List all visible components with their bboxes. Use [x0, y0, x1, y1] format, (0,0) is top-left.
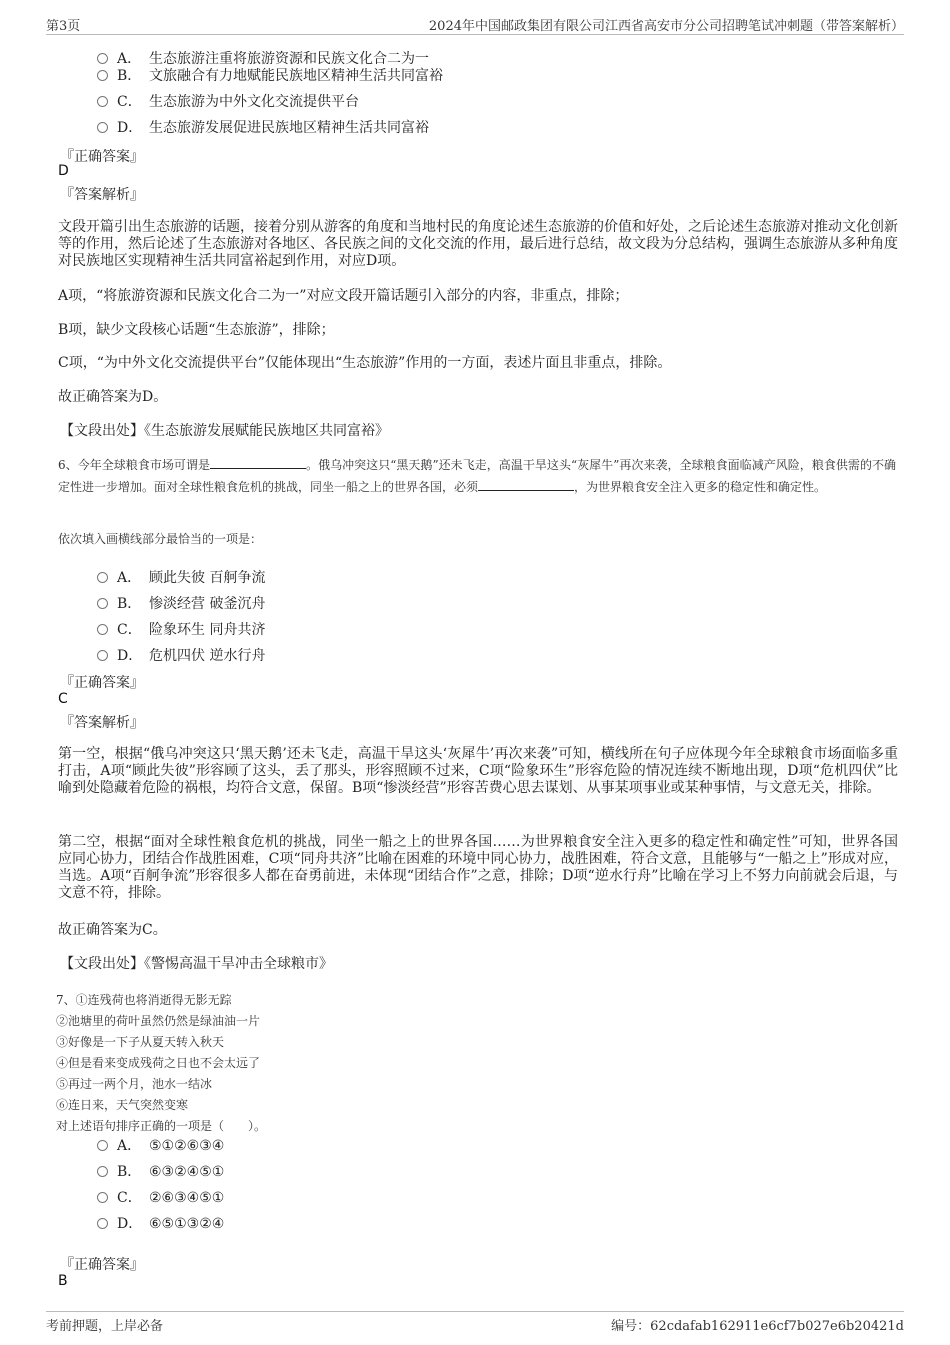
q7-line-1: 7、①连残荷也将消逝得无影无踪 [56, 993, 232, 1007]
document-title: 2024年中国邮政集团有限公司江西省高安市分公司招聘笔试冲刺题（带答案解析） [428, 19, 904, 34]
q7-line-3: ③好像是一下子从夏天转入秋天 [56, 1035, 225, 1049]
radio-icon[interactable] [97, 572, 108, 583]
q6-answer-label: 『正确答案』 [60, 675, 144, 691]
document-id: 编号：62cdafab162911e6cf7b027e6b20421d [611, 1319, 904, 1334]
q7-option-b[interactable]: B． ⑥③②④⑤① [97, 1161, 224, 1181]
radio-icon[interactable] [97, 70, 108, 81]
radio-icon[interactable] [97, 1192, 108, 1203]
radio-icon[interactable] [97, 96, 108, 107]
q5-conclusion: 故正确答案为D。 [58, 389, 168, 405]
q5-option-a[interactable]: A． 生态旅游注重将旅游资源和民族文化合二为一 [97, 48, 429, 68]
q7-option-a[interactable]: A． ⑤①②⑥③④ [97, 1135, 224, 1155]
q7-line-2: ②池塘里的荷叶虽然仍然是绿油油一片 [56, 1014, 261, 1028]
page-number: 第3页 [46, 19, 81, 34]
q5-answer: D [58, 163, 69, 179]
q5-analysis-option-c: C项，“为中外文化交流提供平台”仅能体现出“生态旅游”作用的一方面，表述片面且非重点，排除。 [58, 355, 672, 371]
q6-option-d[interactable]: D． 危机四伏 逆水行舟 [97, 645, 265, 665]
blank-line [210, 456, 306, 469]
radio-icon[interactable] [97, 598, 108, 609]
q5-option-d[interactable]: D． 生态旅游发展促进民族地区精神生活共同富裕 [97, 117, 429, 137]
blank-line [478, 478, 574, 491]
q6-option-c[interactable]: C． 险象环生 同舟共济 [97, 619, 265, 639]
radio-icon[interactable] [97, 1166, 108, 1177]
q6-analysis-label: 『答案解析』 [60, 715, 144, 731]
q5-analysis-label: 『答案解析』 [60, 187, 144, 203]
q5-source: 【文段出处】《生态旅游发展赋能民族地区共同富裕》 [60, 423, 389, 439]
q6-stem: 6、今年全球粮食市场可谓是 。俄乌冲突这只“黑天鹅”还未飞走，高温干旱这头“灰犀牛”再次来袭，全球粮食面临减产风险，粮食供需的不确定性进一步增加。面对全球性粮食危机的挑战，同坐一船之上的世界各国，必须 ，为世界粮食安全注入更多的稳定性和确定性。 [58, 458, 897, 494]
q7-option-d[interactable]: D． ⑥⑤①③②④ [97, 1213, 224, 1233]
radio-icon[interactable] [97, 624, 108, 635]
q5-analysis-option-a: A项，“将旅游资源和民族文化合二为一”对应文段开篇话题引入部分的内容，非重点，排除； [58, 288, 629, 304]
page-footer [46, 1311, 904, 1336]
q6-analysis-second-blank: 第二空，根据“面对全球性粮食危机的挑战，同坐一船之上的世界各国……为世界粮食安全注入更多的稳定性和确定性”可知，世界各国应同心协力，团结合作战胜困难，C项“同舟共济”比喻在困难的环境中同心协力，战胜困难，符合文意，且能够与“一船之上”形成对应，当选。A项“百舸争流”形容很多人都在奋勇前进，未体现“团结合作”之意，排除；D项“逆水行舟”比喻在学习上不努力向前就会后退，与文意不符，排除。 [58, 834, 898, 901]
q5-option-b[interactable]: B． 文旅融合有力地赋能民族地区精神生活共同富裕 [97, 65, 443, 85]
radio-icon[interactable] [97, 1218, 108, 1229]
q7-option-c[interactable]: C． ②⑥③④⑤① [97, 1187, 224, 1207]
q5-analysis-paragraph: 文段开篇引出生态旅游的话题，接着分别从游客的角度和当地村民的角度论述生态旅游的价值和好处，之后论述生态旅游对推动文化创新等的作用，然后论述了生态旅游对各地区、各民族之间的文化交流的作用，最后进行总结，故文段为分总结构，强调生态旅游从多种角度对民族地区实现精神生活共同富裕起到作用，对应D项。 [58, 219, 898, 269]
q6-answer: C [58, 691, 68, 707]
q7-prompt: 对上述语句排序正确的一项是（ ）。 [56, 1119, 267, 1133]
q6-analysis-first-blank: 第一空，根据“俄乌冲突这只‘黑天鹅’还未飞走，高温干旱这头‘灰犀牛’再次来袭”可知，横线所在句子应体现今年全球粮食市场面临多重打击，A项“顾此失彼”形容顾了这头，丢了那头，形容照顾不过来，C项“险象环生”形容危险的情况连续不断地出现，D项“危机四伏”比喻到处隐藏着危险的祸根，均符合文意，保留。B项“惨淡经营”形容苦费心思去谋划、从事某项事业或某种事情，与文意无关，排除。 [58, 746, 898, 796]
q5-analysis-option-b: B项，缺少文段核心话题“生态旅游”，排除； [58, 322, 335, 338]
footer-slogan: 考前押题，上岸必备 [46, 1319, 164, 1334]
q6-option-b[interactable]: B． 惨淡经营 破釜沉舟 [97, 593, 265, 613]
q5-answer-label: 『正确答案』 [60, 149, 144, 165]
q6-conclusion: 故正确答案为C。 [58, 922, 167, 938]
q6-option-a[interactable]: A． 顾此失彼 百舸争流 [97, 567, 265, 587]
q6-prompt: 依次填入画横线部分最恰当的一项是： [58, 532, 263, 546]
q7-line-6: ⑥连日来，天气突然变寒 [56, 1098, 189, 1112]
q7-line-4: ④但是看来变成残荷之日也不会太远了 [56, 1056, 261, 1070]
q7-answer-label: 『正确答案』 [60, 1257, 144, 1273]
radio-icon[interactable] [97, 650, 108, 661]
q5-option-c[interactable]: C． 生态旅游为中外文化交流提供平台 [97, 91, 359, 111]
q7-line-5: ⑤再过一两个月，池水一结冰 [56, 1077, 213, 1091]
q7-answer: B [58, 1273, 68, 1289]
radio-icon[interactable] [97, 1140, 108, 1151]
radio-icon[interactable] [97, 53, 108, 64]
q6-source: 【文段出处】《警惕高温干旱冲击全球粮市》 [60, 956, 333, 972]
radio-icon[interactable] [97, 122, 108, 133]
page-header [46, 12, 904, 35]
